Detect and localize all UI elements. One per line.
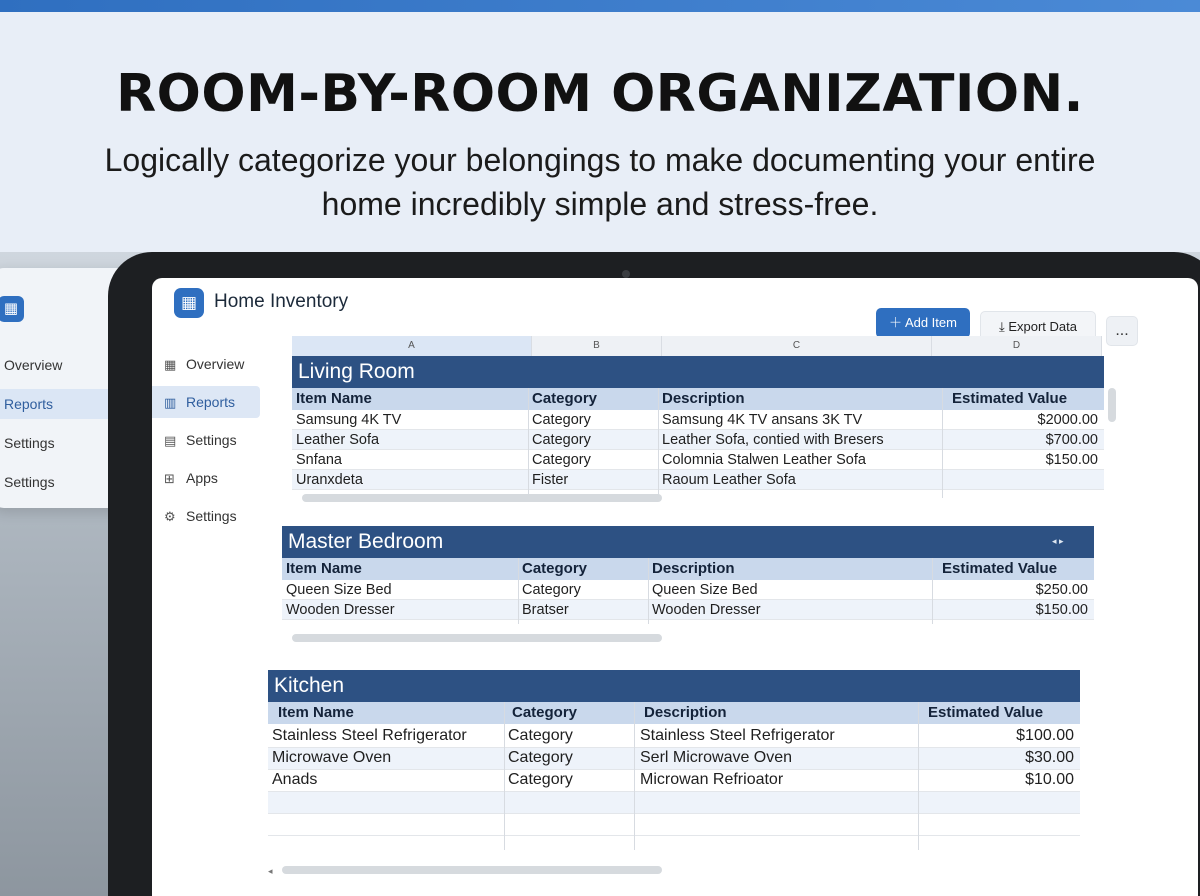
cell-item-name: Samsung 4K TV: [296, 412, 402, 428]
header-description: Description: [652, 560, 735, 577]
table-header-row: [268, 702, 1080, 724]
column-divider: [648, 558, 649, 624]
gear-icon: ⚙: [164, 509, 176, 524]
column-divider: [918, 702, 919, 850]
scroll-arrows-icon[interactable]: ◂ ▸: [1052, 536, 1064, 546]
header-description: Description: [644, 704, 727, 721]
chart-icon: ▥: [164, 395, 177, 410]
laptop-bezel: [108, 252, 1200, 896]
table-row[interactable]: [282, 580, 1094, 600]
cell-description: Samsung 4K TV ansans 3K TV: [662, 412, 863, 428]
room-title: Kitchen: [268, 670, 1080, 702]
table-row[interactable]: [268, 770, 1080, 792]
table-row[interactable]: [268, 792, 1080, 814]
header-description: Description: [662, 390, 745, 407]
cell-estimated-value: $700.00: [1045, 432, 1098, 448]
header-estimated-value: Estimated Value: [952, 390, 1068, 407]
document-icon: ▤: [164, 433, 177, 448]
cell-estimated-value: $250.00: [1035, 582, 1088, 598]
cell-description: Leather Sofa, contied with Bresers: [662, 432, 884, 448]
spreadsheet-icon: ▦: [174, 288, 204, 318]
table-row[interactable]: [292, 410, 1104, 430]
bg-sidebar-item-settings-2: Settings: [4, 474, 55, 490]
cell-description: Raoum Leather Sofa: [662, 472, 796, 488]
room-title: Master Bedroom: [282, 526, 1094, 558]
sidebar-item-settings[interactable]: [152, 424, 260, 456]
column-divider: [528, 388, 529, 498]
grid-icon: ▦: [164, 357, 177, 372]
cell-item-name: Uranxdeta: [296, 472, 363, 488]
cell-category: Category: [508, 771, 573, 788]
more-options-button[interactable]: ...: [1106, 316, 1138, 346]
room-table-living-room: [292, 356, 1104, 506]
cell-description: Stainless Steel Refrigerator: [640, 727, 835, 744]
cell-category: Category: [508, 727, 573, 744]
hero-title: ROOM-BY-ROOM ORGANIZATION.: [116, 64, 1084, 124]
cell-category: Category: [532, 452, 591, 468]
horizontal-scrollbar[interactable]: [292, 634, 662, 642]
cell-item-name: Wooden Dresser: [286, 602, 395, 618]
room-title: Living Room: [292, 356, 1104, 388]
column-header-a[interactable]: A: [292, 336, 532, 356]
cell-estimated-value: $150.00: [1035, 602, 1088, 618]
sidebar-item-label: Apps: [186, 470, 218, 486]
bg-sidebar-item-reports: Reports: [0, 389, 118, 419]
table-row[interactable]: [292, 450, 1104, 470]
table-header-row: [292, 388, 1104, 410]
cell-item-name: Leather Sofa: [296, 432, 380, 448]
horizontal-scrollbar[interactable]: [282, 866, 662, 874]
vertical-scrollbar[interactable]: [1108, 388, 1116, 422]
header-item-name: Item Name: [296, 390, 372, 407]
cell-description: Serl Microwave Oven: [640, 749, 793, 766]
export-data-label: Export Data: [1008, 319, 1077, 334]
cell-item-name: Snfana: [296, 452, 342, 468]
column-divider: [518, 558, 519, 624]
plus-icon: ＋: [889, 315, 905, 330]
cell-category: Category: [532, 432, 591, 448]
column-header-d[interactable]: D: [932, 336, 1102, 356]
header-category: Category: [532, 390, 598, 407]
bg-sidebar-item-settings: Settings: [4, 435, 55, 451]
sidebar-item-label: Settings: [186, 432, 237, 448]
table-row[interactable]: [268, 814, 1080, 836]
app-header: [152, 278, 1198, 339]
cell-item-name: Queen Size Bed: [286, 582, 392, 598]
cell-description: Colomnia Stalwen Leather Sofa: [662, 452, 866, 468]
table-icon: ▦: [0, 296, 24, 322]
cell-estimated-value: $100.00: [1016, 727, 1074, 744]
room-table-master-bedroom: [282, 526, 1094, 650]
sidebar-item-label: Settings: [186, 508, 237, 524]
sidebar-item-reports[interactable]: [152, 386, 260, 418]
header-estimated-value: Estimated Value: [942, 560, 1058, 577]
cell-estimated-value: $10.00: [1025, 771, 1074, 788]
table-row[interactable]: [282, 600, 1094, 620]
app-window: [152, 278, 1198, 896]
horizontal-scrollbar[interactable]: [302, 494, 662, 502]
table-row[interactable]: [292, 470, 1104, 490]
column-divider: [942, 388, 943, 498]
cell-category: Category: [522, 582, 581, 598]
column-header-c[interactable]: C: [662, 336, 932, 356]
add-item-label: Add Item: [904, 315, 957, 330]
cell-category: Category: [532, 412, 591, 428]
cell-item-name: Stainless Steel Refrigerator: [272, 727, 467, 744]
column-divider: [504, 702, 505, 850]
add-item-button[interactable]: [876, 308, 970, 338]
sidebar-item-overview[interactable]: [152, 348, 260, 380]
sidebar-item-label: Reports: [186, 394, 236, 410]
cell-category: Bratser: [522, 602, 569, 618]
table-row[interactable]: [268, 748, 1080, 770]
header-category: Category: [522, 560, 588, 577]
column-divider: [634, 702, 635, 850]
column-header-b[interactable]: B: [532, 336, 662, 356]
cell-category: Fister: [532, 472, 569, 488]
room-table-kitchen: [268, 670, 1080, 890]
cell-estimated-value: $30.00: [1025, 749, 1074, 766]
header-category: Category: [512, 704, 578, 721]
cell-item-name: Anads: [272, 771, 318, 788]
scroll-left-icon[interactable]: ◂: [268, 866, 273, 876]
table-row[interactable]: [292, 430, 1104, 450]
laptop-scene: [0, 252, 1200, 896]
sidebar-item-settings-gear[interactable]: [152, 500, 260, 532]
apps-icon: ⊞: [164, 471, 175, 486]
cell-estimated-value: $150.00: [1045, 452, 1098, 468]
cell-description: Queen Size Bed: [652, 582, 758, 598]
cell-estimated-value: $2000.00: [1037, 412, 1098, 428]
table-header-row: [282, 558, 1094, 580]
download-icon: ⤓: [998, 319, 1009, 334]
header-item-name: Item Name: [286, 560, 362, 577]
sidebar: [152, 336, 260, 896]
hero-subtitle: Logically categorize your belongings to make documenting your entire home incredibly simple and stress-free.: [104, 142, 1096, 222]
header-item-name: Item Name: [278, 704, 354, 721]
app-title: Home Inventory: [214, 291, 349, 312]
cell-estimated-value: [952, 470, 1098, 490]
sidebar-item-label: Overview: [186, 356, 245, 372]
top-accent-bar: [0, 0, 1200, 12]
column-divider: [932, 558, 933, 624]
column-divider: [658, 388, 659, 498]
webcam: [622, 270, 630, 278]
header-estimated-value: Estimated Value: [928, 704, 1044, 721]
cell-description: Microwan Refrioator: [640, 771, 784, 788]
sidebar-item-apps[interactable]: [152, 462, 260, 494]
bg-sidebar-item-overview: Overview: [4, 357, 63, 373]
cell-item-name: Microwave Oven: [272, 749, 392, 766]
table-row[interactable]: [268, 726, 1080, 748]
hero-banner: [0, 12, 1200, 252]
cell-description: Wooden Dresser: [652, 602, 761, 618]
cell-category: Category: [508, 749, 573, 766]
